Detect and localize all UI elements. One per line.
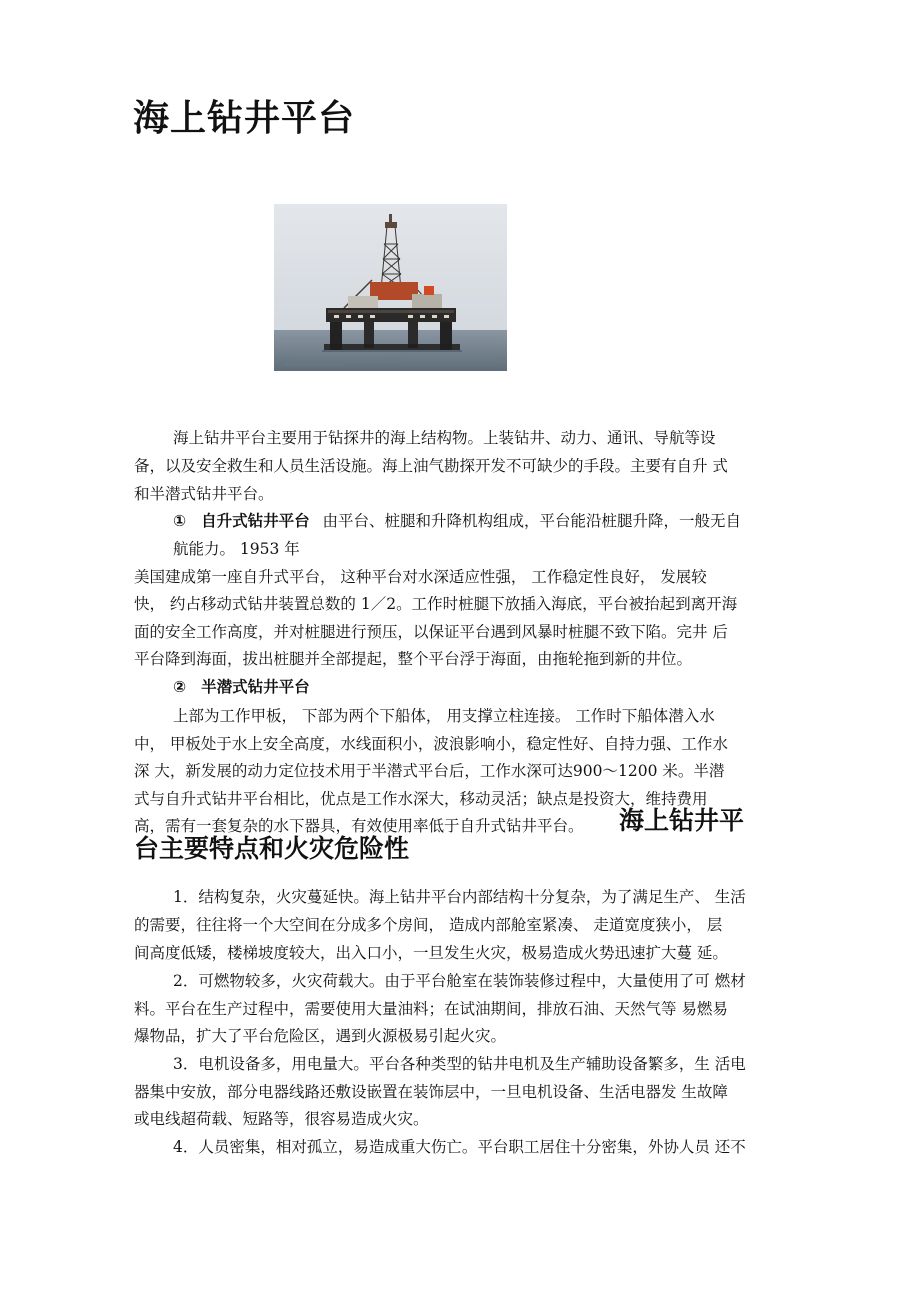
section2-heading-part2: 台主要特点和火灾危险性 [134,834,410,863]
section2-heading-part1: 海上钻井平 [619,806,745,835]
intro-line: 备，以及安全救生和人员生活设施。海上油气勘探开发不可缺少的手段。主要有自升 式 [134,457,728,475]
item1-text: 由平台、桩腿和升降机构组成，平台能沿桩腿升降，一般无自 [322,512,742,530]
point-line: 3．电机设备多，用电量大。平台各种类型的钻井电机及生产辅助设备繁多，生 活电 [173,1055,746,1073]
point-line: 间高度低矮，楼梯坡度较大，出入口小，一旦发生火灾，极易造成火势迅速扩大蔓 延。 [134,944,728,962]
item2-heading: 半潜式钻井平台 [201,678,310,696]
item1-line: 航能力。 1953 年 [173,540,300,558]
point-line: 2．可燃物较多，火灾荷载大。由于平台舱室在装饰装修过程中，大量使用了可 燃材 [173,972,746,990]
item2-line: 式与自升式钻井平台相比，优点是工作水深大，移动灵活；缺点是投资大，维持费用 [134,790,708,808]
point-line: 器集中安放，部分电器线路还敷设嵌置在装饰层中，一旦电机设备、生活电器发 生故障 [134,1083,728,1101]
item1-line: 快， 约占移动式钻井装置总数的 1／2。工作时桩腿下放插入海底，平台被抬起到离开海 [134,595,738,613]
item1-line: 平台降到海面，拔出桩腿并全部提起，整个平台浮于海面，由拖轮拖到新的井位。 [134,650,693,668]
item2-heading-line [173,677,310,697]
point-line: 4．人员密集，相对孤立，易造成重大伤亡。平台职工居住十分密集，外协人员 还不 [173,1138,746,1156]
point-line: 爆物品，扩大了平台危险区，遇到火源极易引起火灾。 [134,1027,507,1045]
item2-number: ② [173,678,187,696]
intro-line: 海上钻井平台主要用于钻探井的海上结构物。上装钻井、动力、通讯、导航等设 [173,429,716,447]
item1-line: 美国建成第一座自升式平台， 这种平台对水深适应性强， 工作稳定性良好， 发展较 [134,568,707,586]
point-line: 的需要，往往将一个大空间在分成多个房间， 造成内部舱室紧凑、 走道宽度狭小， 层 [134,916,723,934]
point-line: 料。平台在生产过程中，需要使用大量油料；在试油期间，排放石油、天然气等 易燃易 [134,1000,728,1018]
intro-line: 和半潜式钻井平台。 [134,485,274,503]
item1-line: 面的安全工作高度，并对桩腿进行预压，以保证平台遇到风暴时桩腿不致下陷。完井 后 [134,623,728,641]
item1-heading-line [173,511,741,531]
item2-line: 深 大，新发展的动力定位技术用于半潜式平台后，工作水深可达900～1200 米。半潜 [134,762,725,780]
item2-line: 上部为工作甲板， 下部为两个下船体， 用支撑立柱连接。 工作时下船体潜入水 [173,707,715,725]
point-line: 1．结构复杂，火灾蔓延快。海上钻井平台内部结构十分复杂，为了满足生产、 生活 [173,888,746,906]
item2-line: 高，需有一套复杂的水下器具，有效使用率低于自升式钻井平台。 [134,817,584,835]
item1-heading: 自升式钻井平台 [201,512,310,530]
drilling-platform-photo [274,204,507,371]
point-line: 或电线超荷载、短路等，很容易造成火灾。 [134,1110,429,1128]
page-title: 海上钻井平台 [133,98,356,139]
item2-line: 中， 甲板处于水上安全高度，水线面积小，波浪影响小，稳定性好、自持力强、工作水 [134,735,728,753]
item1-number: ① [173,512,187,530]
